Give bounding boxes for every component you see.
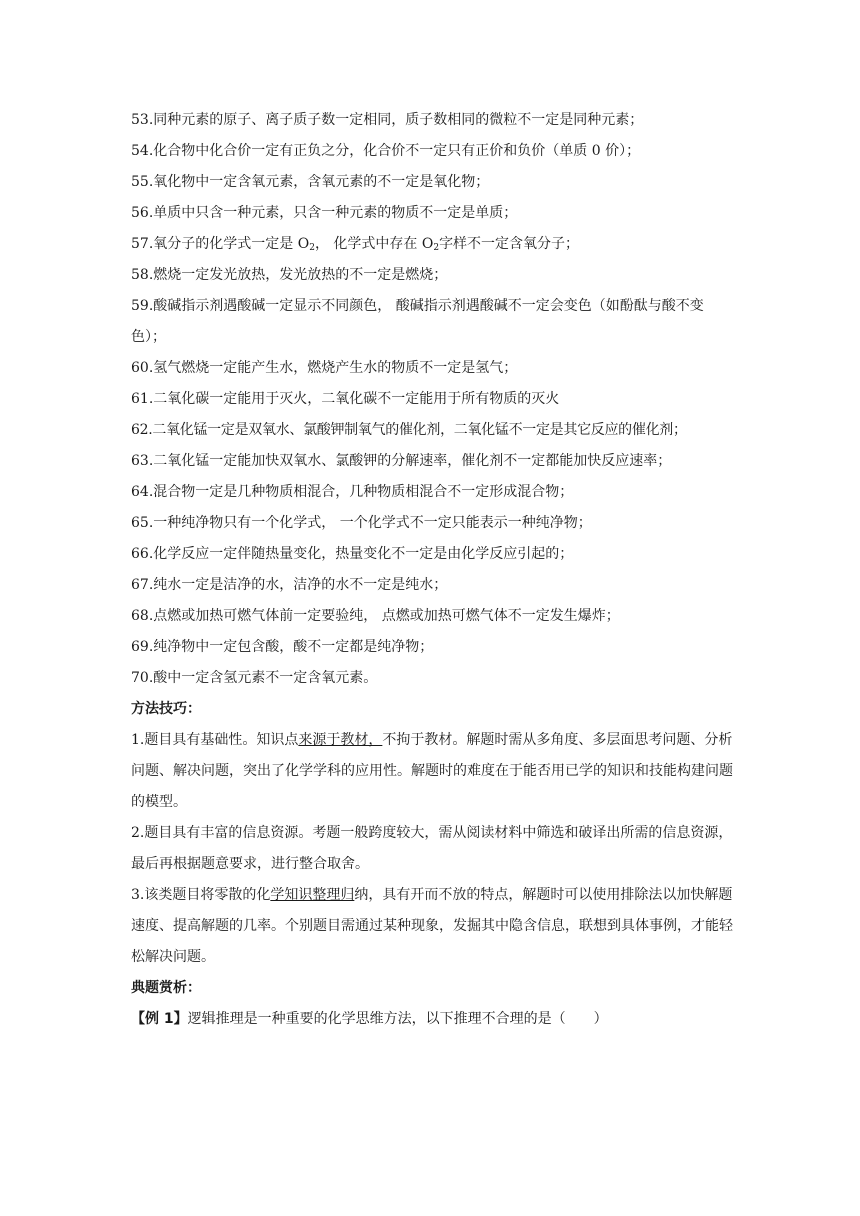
methods-paragraph-3 xyxy=(131,880,734,973)
list-item-67: 67.纯水一定是洁净的水，洁净的水不一定是纯水； xyxy=(131,577,448,593)
list-item-57-part-b: ， 化学式中存在 O xyxy=(314,236,434,252)
example-1-label: 【例 1】 xyxy=(131,1011,188,1027)
example-1 xyxy=(131,1009,734,1030)
subscript-2: 2 xyxy=(309,243,315,253)
list-item-68: 68.点燃或加热可燃气体前一定要验纯， 点燃或加热可燃气体不一定发生爆炸； xyxy=(131,608,620,624)
list-item-58: 58.燃烧一定发光放热，发光放热的不一定是燃烧； xyxy=(131,267,448,283)
methods-heading: 方法技巧： xyxy=(131,701,201,717)
list-item-66: 66.化学反应一定伴随热量变化，热量变化不一定是由化学反应引起的； xyxy=(131,546,574,562)
list-item-59: 59.酸碱指示剂遇酸碱一定显示不同颜色， 酸碱指示剂遇酸碱不一定会变色（如酚酞与酸不变色）； xyxy=(131,298,704,345)
list-item-65: 65.一种纯净物只有一个化学式， 一个化学式不一定只能表示一种纯净物； xyxy=(131,515,592,531)
underlined-text: 学知识整理归 xyxy=(270,887,355,903)
methods-paragraph-2: 2.题目具有丰富的信息资源。考题一般跨度较大，需从阅读材料中筛选和破译出所需的信息资源，最后再根据题意要求，进行整合取舍。 xyxy=(131,825,733,872)
list-item-54: 54.化合物中化合价一定有正负之分，化合价不一定只有正价和负价（单质 0 价）； xyxy=(131,143,641,159)
list-item-63: 63.二氧化锰一定能加快双氧水、氯酸钾的分解速率，催化剂不一定都能加快反应速率； xyxy=(131,453,672,469)
list-item-70: 70.酸中一定含氢元素不一定含氧元素。 xyxy=(131,670,378,686)
list-item-57 xyxy=(131,234,734,255)
list-item-55: 55.氧化物中一定含氧元素，含氧元素的不一定是氧化物； xyxy=(131,174,490,190)
list-item-53: 53.同种元素的原子、离子质子数一定相同，质子数相同的微粒不一定是同种元素； xyxy=(131,112,644,128)
example-1-question: 逻辑推理是一种重要的化学思维方法，以下推理不合理的是（ ） xyxy=(187,1011,608,1027)
document-body xyxy=(131,110,734,1040)
methods-p3-part-a: 3.该类题目将零散的化 xyxy=(131,887,271,903)
list-item-60: 60.氢气燃烧一定能产生水，燃烧产生水的物质不一定是氢气； xyxy=(131,360,518,376)
examples-heading: 典题赏析： xyxy=(131,980,201,996)
list-item-56: 56.单质中只含一种元素，只含一种元素的物质不一定是单质； xyxy=(131,205,518,221)
subscript-2: 2 xyxy=(433,243,440,253)
underlined-text: 来源于教材， xyxy=(298,732,383,748)
list-item-69: 69.纯净物中一定包含酸，酸不一定都是纯净物； xyxy=(131,639,434,655)
list-item-62: 62.二氧化锰一定是双氧水、氯酸钾制氧气的催化剂，二氧化锰不一定是其它反应的催化剂； xyxy=(131,422,687,438)
methods-p3-part-b: 纳，具有开而不放的特点，解题时可以使用排除法以加快解题速度、提高解题的几率。个别题目需通过某种现象，发掘其中隐含信息，联想到具体事例，才能轻松解决问题。 xyxy=(131,887,733,965)
methods-p1-part-a: 1.题目具有基础性。知识点 xyxy=(131,732,299,748)
methods-paragraph-1 xyxy=(131,725,734,818)
list-item-57-part-c: 字样不一定含氧分子； xyxy=(439,236,580,252)
list-item-57-part-a: 57.氧分子的化学式一定是 O xyxy=(131,236,310,252)
methods-p1-part-b: 不拘于教材。解题时需从多角度、多层面思考问题、分析问题、解决问题，突出了化学学科的应用性。解题时的难度在于能否用已学的知识和技能构建问题的模型。 xyxy=(131,732,733,810)
list-item-61: 61.二氧化碳一定能用于灭火，二氧化碳不一定能用于所有物质的灭火 xyxy=(131,391,560,407)
list-item-64: 64.混合物一定是几种物质相混合，几种物质相混合不一定形成混合物； xyxy=(131,484,574,500)
